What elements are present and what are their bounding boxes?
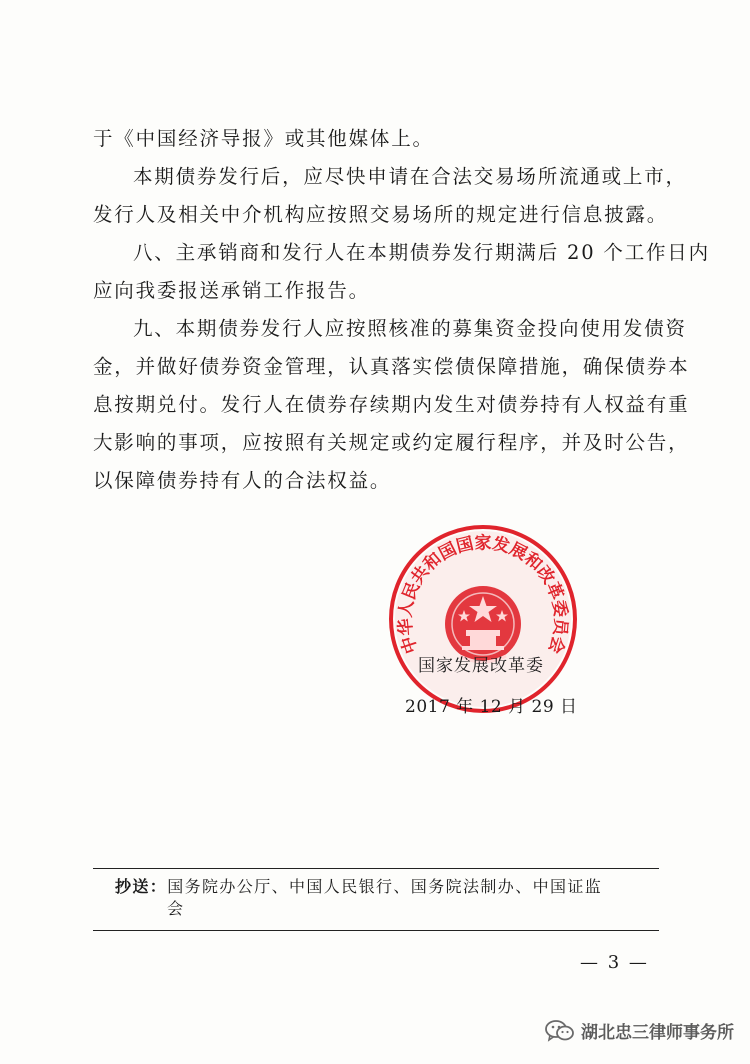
cc-recipients-continued: 会: [167, 899, 185, 918]
official-seal: [388, 524, 578, 714]
watermark-text: 湖北忠三律师事务所: [581, 1023, 734, 1043]
text-line: 于《中国经济导报》或其他媒体上。: [93, 127, 434, 150]
paragraph-listing: [93, 158, 687, 234]
text-line: 九、本期债券发行人应按照核准的募集资金投向使用发债资: [133, 317, 687, 340]
text-line: 八、主承销商和发行人在本期债券发行期满后 20 个工作日内: [133, 241, 710, 264]
cc-distribution: [115, 876, 655, 920]
watermark: [545, 1018, 734, 1043]
text-line: 本期债券发行后，应尽快申请在合法交易场所流通或上市，: [133, 165, 687, 188]
divider-top: [93, 868, 659, 869]
issuer-signature: 国家发展改革委: [418, 656, 544, 676]
text-line: 息按期兑付。发行人在债券存续期内发生对债券持有人权益有重: [93, 393, 690, 416]
text-line: 应向我委报送承销工作报告。: [93, 279, 370, 302]
divider-bottom: [93, 930, 659, 931]
seal-text: 中华人民共和国国家发展和改革委员会: [395, 533, 571, 656]
wechat-icon: [545, 1019, 575, 1043]
page-number: — 3 —: [580, 952, 649, 973]
text-line: 大影响的事项，应按照有关规定或约定履行程序，并及时公告，: [93, 431, 690, 454]
paragraph-eight: [93, 234, 710, 310]
cc-label: 抄送：: [115, 877, 168, 896]
paragraph-continuation: [93, 120, 434, 158]
text-line: 发行人及相关中介机构应按照交易场所的规定进行信息披露。: [93, 203, 669, 226]
text-line: 金，并做好债券资金管理，认真落实偿债保障措施，确保债券本: [93, 355, 690, 378]
cc-recipients: 国务院办公厅、中国人民银行、国务院法制办、中国证监: [167, 877, 603, 896]
issue-date: 2017 年 12 月 29 日: [405, 697, 578, 717]
paragraph-nine: [93, 310, 689, 500]
text-line: 以保障债券持有人的合法权益。: [93, 469, 392, 492]
